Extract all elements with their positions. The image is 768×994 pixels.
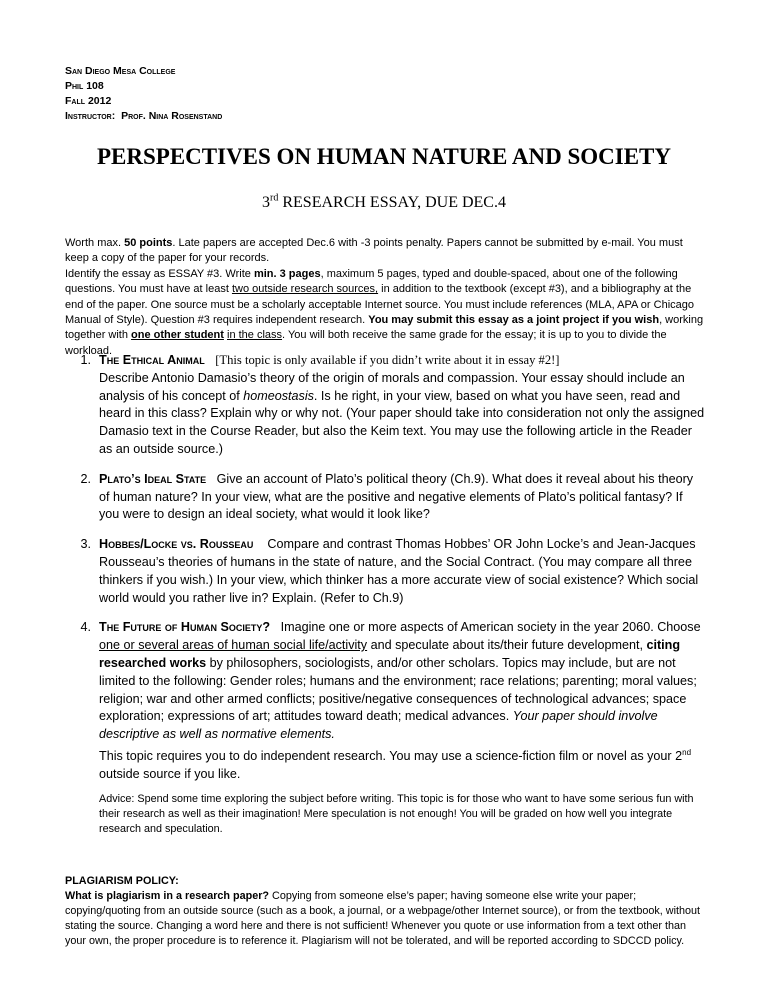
sources-requirement: two outside research sources, [231,283,379,296]
question-body: Imagine one or more aspects of American society in the year 2060. Choose [280,620,701,635]
one-other-student: one other student [131,329,224,342]
descriptive-normative-note: Your paper should involve descriptive as well as normative elements. [99,709,658,742]
subtitle-ordinal: 3 [262,194,271,211]
intro-text: in addition to the textbook (except #3), and a bibliography at the end of the paper. One source must be a scholarly acceptable Internet source. You must include references (MLA, APA or Chicago Manual of Style). Question #3 requires independent research. [65,283,694,327]
in-the-class: in the class [227,329,283,342]
question-number: 2. [80,471,91,486]
instructor-label: Instructor: [65,110,116,122]
intro-text: . You will both receive the same grade for the essay; it is up to you to divide the workload. [65,329,667,357]
question-title: Plato’s Ideal State [99,471,207,486]
course-header [65,64,222,124]
intro-text: , working together with [65,314,704,342]
intro-text: Worth max. [65,237,125,249]
question-item-2 [65,471,705,524]
intro-paragraph-1 [65,236,705,267]
question-title: Hobbes/Locke vs. Rousseau [99,537,254,552]
plagiarism-question: What is plagiarism in a research paper? [65,890,270,902]
question-body: by philosophers, sociologists, and/or other scholars. Topics may include, but are not limited to the following: Gender roles; humans and the environment; race relations; parenting; moral values; religion; war and other armed conflicts; positive/negative consequences of technological advances; space exploration; expressions of art; attitudes toward death; medical advances. [99,655,697,724]
term: Fall 2012 [65,95,112,107]
intro-paragraph-2 [65,267,705,359]
page-title: PERSPECTIVES ON HUMAN NATURE AND SOCIETY [96,144,671,169]
question-body: Give an account of Plato’s political theory (Ch.9). What does it reveal about his theory of human nature? In your view, what are the positive and negative elements of Plato’s political fantasy? If you were to design an ideal society, what would it look like? [99,471,694,522]
subtitle-text: RESEARCH ESSAY, DUE DEC.4 [278,194,506,211]
plagiarism-section [65,874,705,949]
instructor-line [65,109,222,124]
question-body: outside source if you like. [99,766,241,781]
advice-paragraph: Advice: Spend some time exploring the subject before writing. This topic is for those who want to have some serious fun with their research as well as their imagination! Mere speculation is not enough! You will be graded on how well you integrate research and speculation. [99,793,694,835]
homeostasis-term: homeostasis [243,388,314,403]
areas-of-life: one or several areas of human social life/activity [99,638,368,653]
question-list [65,352,705,796]
intro-text: , maximum 5 pages, typed and double-spaced, about one of the following questions. You must have at least [65,267,678,296]
question-item-3 [65,536,705,607]
question-item-1 [65,352,705,459]
plagiarism-text: Copying from someone else’s paper; having someone else write your paper; copying/quoting from an outside source (such as a book, a journal, or a webpage/other Internet source), or from the textbook, without stating the source. Changing a word here and there is not sufficient! Whenever you quote or use information from a text other than your own, the proper procedure is to reference it. Plagiarism will not be tolerated, and will be reported according to SDCCD policy. [65,890,700,947]
intro-section [65,236,705,359]
joint-project-note: You may submit this essay as a joint project if you wish [368,314,660,327]
question-title: The Ethical Animal [99,353,205,367]
question-body: and speculate about its/their future development, [367,638,647,653]
question-number: 3. [80,537,91,552]
instructor-name: Prof. Nina Rosenstand [121,110,223,122]
intro-text: . Late papers are accepted Dec.6 with -3 points penalty. Papers cannot be submitted by e-mail. You must keep a copy of the paper for your records. [65,237,683,265]
citing-works: citing researched works [99,638,681,670]
college-name: San Diego Mesa College [65,65,176,77]
question-note: [This topic is only available if you didn’t write about it in essay #2!] [215,353,560,367]
plagiarism-heading: PLAGIARISM POLICY: [65,875,179,887]
question-number: 1. [80,353,91,367]
subtitle-ordinal-suffix: rd [270,192,279,204]
ordinal-suffix: nd [682,747,692,757]
intro-text: Identify the essay as ESSAY #3. Write [65,267,254,280]
question-body: This topic requires you to do independent research. You may use a science-fiction film or novel as your 2 [99,749,683,764]
page-min: min. 3 pages [253,267,321,280]
question-number: 4. [80,620,91,635]
plagiarism-body [65,889,705,949]
page-subtitle [0,194,768,212]
question-body: Describe Antonio Damasio’s theory of the origin of morals and compassion. Your essay should include an analysis of his concept of [99,370,685,403]
question-body: . Is he right, in your view, based on what you have seen, read and heard in this class? Explain why or why not. (Your paper should take into consideration not only the assigned Damasio text in the Course Reader, but also the Keim text. You may use the following article in the Reader as an outside source.) [99,388,705,456]
question-title: The Future of Human Society? [99,620,271,635]
question-body: Compare and contrast Thomas Hobbes’ OR John Locke’s and Jean-Jacques Rousseau’s theories of humans in the state of nature, and the Social Contract. (You may compare all three thinkers if you wish.) In your view, which thinker has a more accurate view of social existence? Which social world would you rather live in? Explain. (Refer to Ch.9) [99,537,699,605]
course-code: Phil 108 [65,80,104,92]
question-item-4 [65,619,705,783]
points-value: 50 points [124,237,173,249]
